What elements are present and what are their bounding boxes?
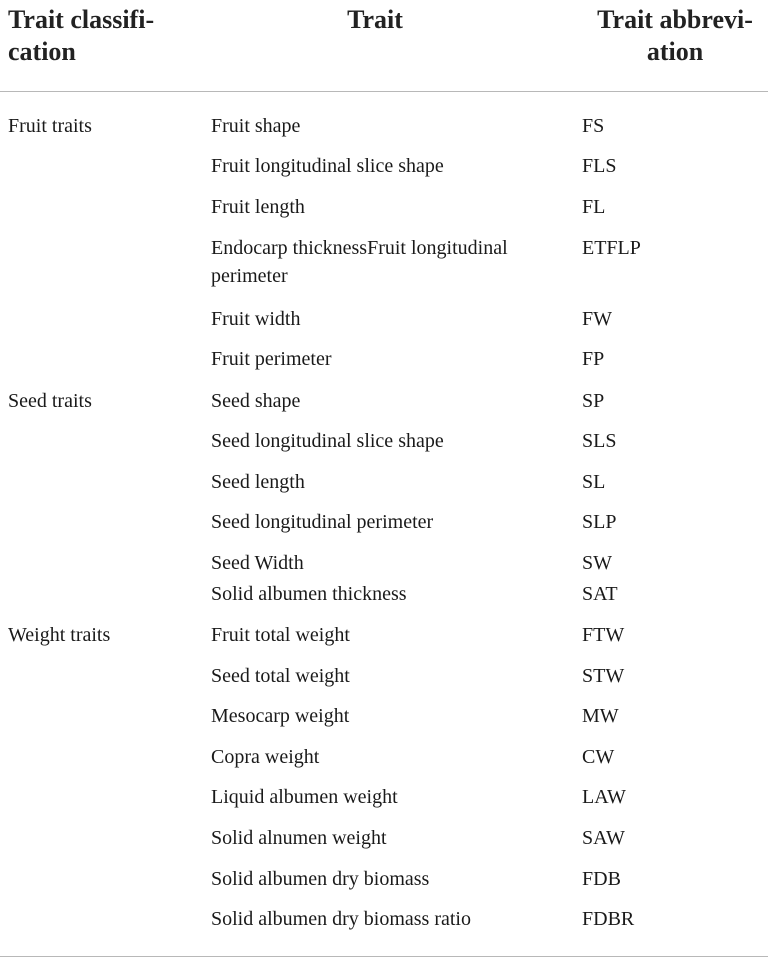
header-trait-classification (8, 4, 183, 68)
trait-cell: Solid albumen thickness (211, 583, 407, 605)
trait-cell: Mesocarp weight (211, 705, 350, 727)
trait-cell: Seed Width (211, 552, 304, 574)
abbr-cell: FL (582, 196, 606, 218)
abbr-cell: FTW (582, 624, 625, 646)
abbr-cell: SAT (582, 583, 618, 605)
category-seed-traits: Seed traits (8, 390, 92, 412)
trait-cell: Fruit perimeter (211, 348, 332, 370)
trait-cell: Solid albumen dry biomass ratio (211, 908, 471, 930)
header-abbreviation-line2: ation (646, 37, 704, 66)
trait-cell: Fruit length (211, 196, 305, 218)
trait-cell: Solid alnumen weight (211, 827, 387, 849)
abbr-cell: LAW (582, 786, 626, 808)
abbr-cell: FS (582, 115, 605, 137)
header-abbreviation-line1: Trait abbrevi- (597, 5, 753, 34)
header-trait-abbreviation (585, 4, 765, 68)
category-weight-traits: Weight traits (8, 624, 111, 646)
abbr-cell: SAW (582, 827, 625, 849)
abbr-cell: STW (582, 665, 625, 687)
header-classification-line1: Trait classifi- (8, 5, 155, 34)
abbr-cell: SW (582, 552, 612, 574)
header-divider (0, 91, 768, 92)
abbr-cell: ETFLP (582, 237, 641, 259)
table-bottom-rule (0, 956, 768, 957)
category-fruit-traits: Fruit traits (8, 115, 92, 137)
trait-cell: Fruit shape (211, 115, 301, 137)
trait-cell: Seed longitudinal slice shape (211, 430, 444, 452)
abbr-cell: CW (582, 746, 615, 768)
abbr-cell: FW (582, 308, 612, 330)
abbr-cell: SLS (582, 430, 617, 452)
trait-cell: Solid albumen dry biomass (211, 868, 430, 890)
trait-cell: Seed length (211, 471, 305, 493)
trait-cell: Seed shape (211, 390, 301, 412)
trait-cell: Liquid albumen weight (211, 786, 398, 808)
abbr-cell: MW (582, 705, 619, 727)
abbr-cell: SL (582, 471, 606, 493)
abbr-cell: FDB (582, 868, 621, 890)
header-trait: Trait (347, 5, 403, 34)
abbr-cell: SLP (582, 511, 617, 533)
trait-cell: Seed total weight (211, 665, 350, 687)
trait-cell: Seed longitudinal perimeter (211, 511, 434, 533)
trait-cell: Copra weight (211, 746, 320, 768)
abbr-cell: FP (582, 348, 605, 370)
trait-cell: Fruit width (211, 308, 301, 330)
abbr-cell: FLS (582, 155, 617, 177)
trait-cell: Fruit longitudinal slice shape (211, 155, 444, 177)
abbr-cell: FDBR (582, 908, 635, 930)
trait-cell: Endocarp thicknessFruit longitudinal perimeter (211, 237, 508, 287)
header-classification-line2: cation (8, 37, 76, 66)
trait-cell: Fruit total weight (211, 624, 350, 646)
abbr-cell: SP (582, 390, 605, 412)
